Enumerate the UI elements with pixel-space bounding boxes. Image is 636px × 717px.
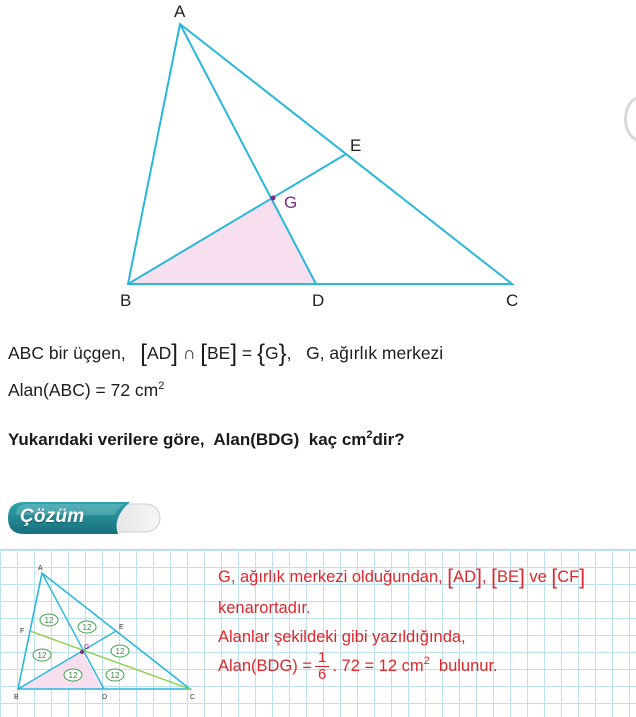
bracket-open-1: [ bbox=[140, 340, 147, 367]
solution-line2-text: kenarortadır. bbox=[218, 599, 311, 617]
solution-line1-prefix: G, ağırlık merkezi olduğundan, bbox=[218, 568, 443, 586]
vertex-label-e: E bbox=[350, 136, 362, 155]
solution-line-1: G, ağırlık merkezi olduğundan, [AD], [BE] ve [CF] bbox=[218, 566, 586, 589]
bracket-open-2: [ bbox=[200, 340, 207, 367]
solution-segment-ad: AD bbox=[453, 568, 477, 586]
brace-close: } bbox=[278, 340, 287, 367]
solution-shading bbox=[18, 652, 103, 689]
vertex-label-a: A bbox=[174, 2, 186, 21]
solution-badge bbox=[6, 498, 162, 538]
fraction-numerator: 1 bbox=[315, 650, 329, 667]
vertex-label-b: B bbox=[120, 291, 132, 310]
sol-label-d: D bbox=[102, 694, 108, 701]
equals-sign: = bbox=[241, 343, 253, 363]
solution-triangle-figure bbox=[0, 555, 210, 710]
area-abc-sup: 2 bbox=[158, 380, 165, 392]
problem-suffix: , G, ağırlık merkezi bbox=[286, 343, 444, 363]
solution-triangle-abc bbox=[18, 573, 190, 689]
triangle-abc bbox=[128, 24, 512, 284]
segment-ad: AD bbox=[146, 343, 172, 363]
segment-be: BE bbox=[206, 343, 231, 363]
solution-segment-cf: CF bbox=[557, 568, 580, 586]
solution-line-3 bbox=[218, 628, 466, 647]
question-suffix: dir? bbox=[372, 430, 405, 449]
question-text bbox=[8, 430, 405, 450]
solution-line-4 bbox=[218, 650, 498, 683]
fraction-denominator: 6 bbox=[318, 666, 327, 683]
vertex-label-d: D bbox=[312, 291, 325, 310]
sol-label-f: F bbox=[20, 628, 25, 635]
solution-line4-mid: . 72 = 12 cm bbox=[332, 656, 424, 675]
intersection-symbol: ∩ bbox=[182, 343, 196, 363]
area-value-2: 12 bbox=[82, 623, 92, 632]
solution-ve: ve bbox=[524, 568, 552, 586]
fraction-one-sixth bbox=[315, 650, 329, 683]
centroid-point bbox=[271, 196, 276, 201]
sol-label-a: A bbox=[38, 565, 43, 572]
sol-label-b: B bbox=[14, 694, 19, 701]
badge-label: Çözüm bbox=[20, 506, 85, 527]
main-triangle-figure bbox=[0, 0, 636, 330]
question-sup: 2 bbox=[366, 429, 373, 441]
solution-segment-be: BE bbox=[496, 568, 519, 586]
bracket-close-2: ] bbox=[230, 340, 237, 367]
question-prefix: Yukarıdaki verilere göre, Alan(BDG) kaç cm bbox=[8, 430, 367, 449]
area-value-5: 12 bbox=[68, 671, 78, 680]
solution-line4-prefix: Alan(BDG) = bbox=[218, 656, 312, 675]
area-value-1: 12 bbox=[44, 616, 54, 625]
sol-label-c: C bbox=[190, 694, 196, 701]
vertex-label-c: C bbox=[506, 291, 519, 310]
area-value-6: 12 bbox=[110, 671, 120, 680]
solution-line3-text: Alanlar şekildeki gibi yazıldığında, bbox=[218, 628, 466, 646]
solution-line-2 bbox=[218, 599, 311, 618]
centroid-label-g: G bbox=[284, 193, 298, 212]
solution-sep: , bbox=[481, 568, 487, 586]
solution-line4-suffix: bulunur. bbox=[429, 656, 498, 675]
brace-open: { bbox=[256, 340, 265, 367]
area-abc-text: Alan(ABC) = 72 cm bbox=[8, 380, 159, 400]
area-value-4: 12 bbox=[115, 647, 125, 656]
bracket-close-1: ] bbox=[171, 340, 178, 367]
set-g: G bbox=[264, 343, 279, 363]
area-value-3: 12 bbox=[37, 651, 47, 660]
problem-line-1 bbox=[8, 340, 443, 368]
problem-prefix: ABC bir üçgen, bbox=[8, 343, 126, 363]
sol-label-e: E bbox=[119, 624, 124, 631]
sol-label-g: G bbox=[84, 644, 90, 651]
solution-line4-sup: 2 bbox=[423, 654, 430, 667]
problem-line-2 bbox=[8, 380, 164, 401]
